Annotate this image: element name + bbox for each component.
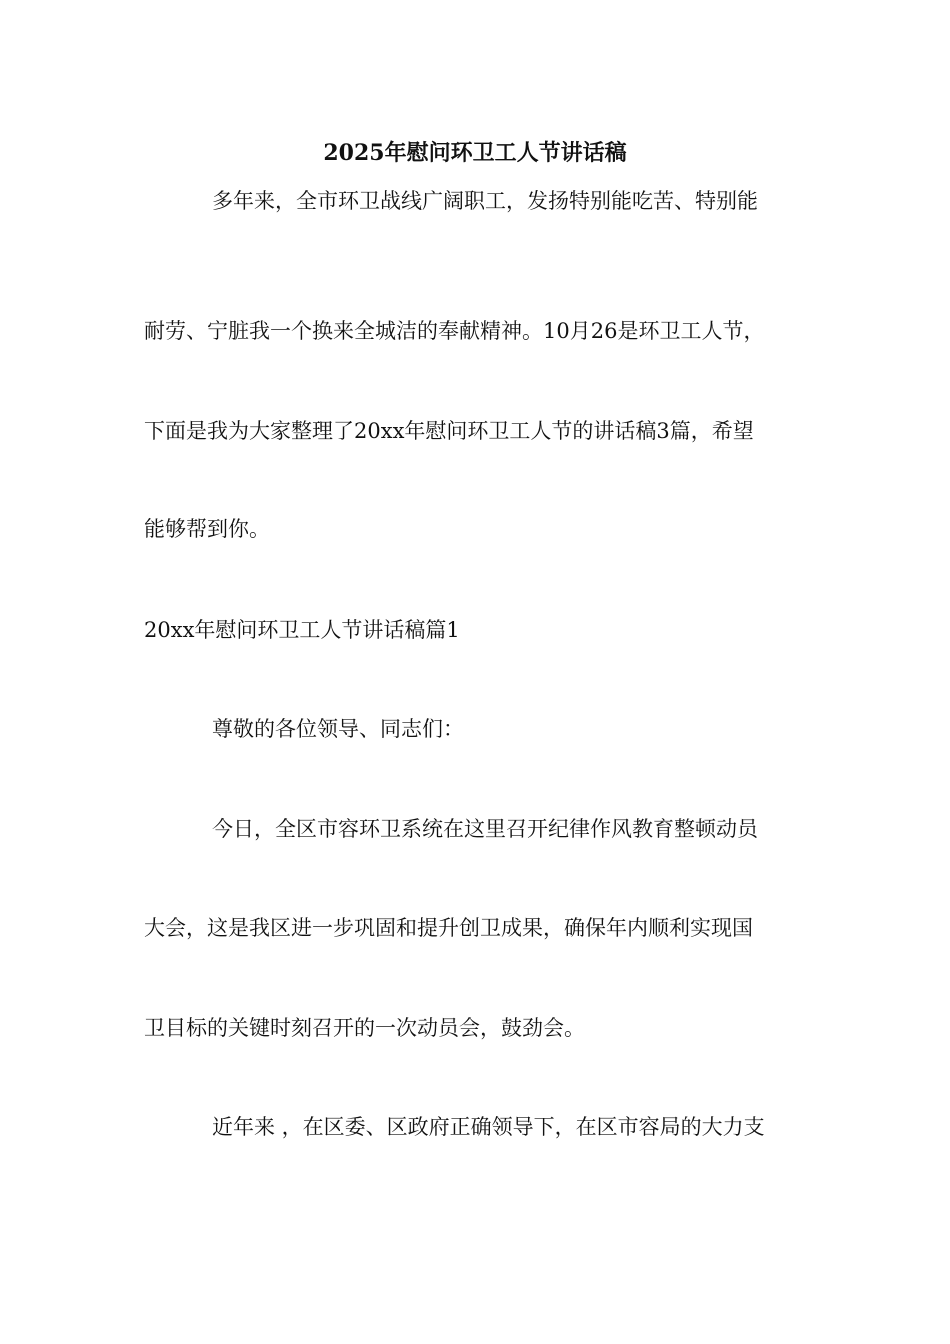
paragraph-intro-line-1: 多年来，全市环卫战线广阔职工，发扬特别能吃苦、特别能: [212, 189, 758, 213]
paragraph-body-line-2: 大会，这是我区进一步巩固和提升创卫成果，确保年内顺利实现国: [144, 916, 753, 940]
paragraph-body-line-3: 卫目标的关键时刻召开的一次动员会，鼓劲会。: [144, 1016, 585, 1040]
paragraph-intro-line-4: 能够帮到你。: [144, 517, 270, 541]
section-heading: 20xx年慰问环卫工人节讲话稿篇1: [144, 618, 460, 642]
paragraph-next-line-1: 近年来 ，在区委、区政府正确领导下，在区市容局的大力支: [212, 1115, 765, 1139]
salutation: 尊敬的各位领导、同志们：: [212, 717, 464, 741]
paragraph-intro-line-3: 下面是我为大家整理了20xx年慰问环卫工人节的讲话稿3篇，希望: [144, 419, 754, 443]
paragraph-intro-line-2: 耐劳、宁脏我一个换来全城洁的奉献精神。10月26是环卫工人节，: [144, 319, 765, 343]
document-title: 2025年慰问环卫工人节讲话稿: [323, 140, 627, 166]
paragraph-body-line-1: 今日，全区市容环卫系统在这里召开纪律作风教育整顿动员: [212, 817, 758, 841]
